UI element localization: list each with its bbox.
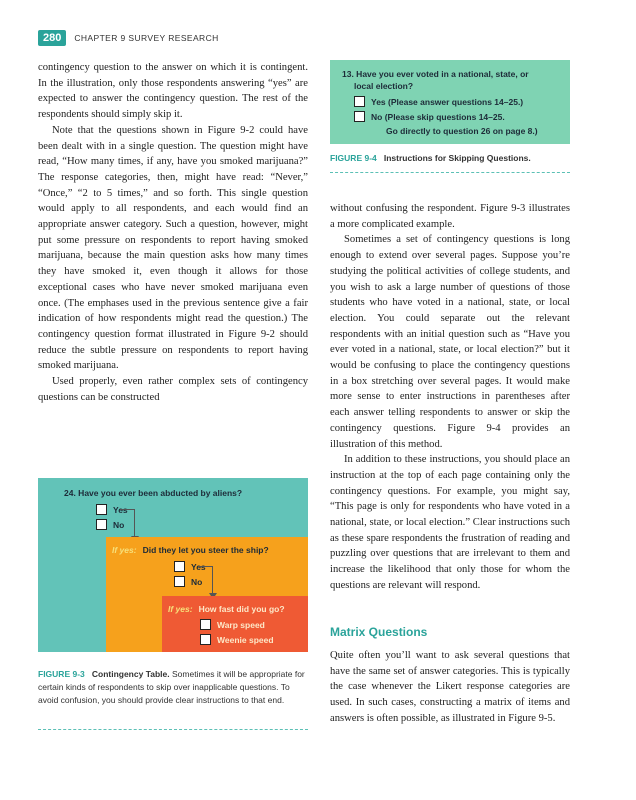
checkbox[interactable] <box>200 634 211 645</box>
checkbox[interactable] <box>354 96 365 107</box>
branch-arrow <box>198 566 213 595</box>
nested-box-level-2 <box>162 596 308 652</box>
paragraph: In addition to these instructions, you should place an instruction at the top of each page containing only the contingency questions. For example, you might say, “This page is only for respondents who have voted in a national, state, or local election.” Clear instructions such as these spare respondents the frustration of reading and puzzling over questions that are irrelevant to them and increase the likelihood that only those for whom the questions are relevant will respond. <box>330 454 570 591</box>
figure-9-3 <box>38 478 308 652</box>
paragraph: Quite often you’ll want to ask several questions that have the same set of answer categories. This is typically the case whenever the Likert response categories are used. In such cases, constructing a matrix of items and answers is often possible, as illustrated in Figure 9-5. <box>330 650 570 724</box>
paragraph: Used properly, even rather complex sets of contingency questions can be constructed <box>38 376 308 403</box>
running-header <box>38 30 219 46</box>
right-column-bottom <box>330 648 570 727</box>
option-yes[interactable]: Yes <box>96 504 128 515</box>
paragraph: contingency question to the answer on which it is contingent. In the illustration, only those respondents answering “yes” are expected to answer the contingency question. The rest of the respondents should simply skip it. <box>38 62 308 121</box>
paragraph: Note that the questions shown in Figure 9-2 could have been dealt with in a single question. The question might have read, “How many times, if any, have you smoked marijuana?” The response categories, then, might have read: “Never,” “Once,” “2 to 5 times,” and so forth. This single question would apply to all respondents, and each would find an appropriate answer category. Such a question, however, might put some pressure on respondents to report having smoked marijuana, because the main question asks how many times they have smoked it, even though it allows for those exceptional cases who have never smoked marijuana even once. (The emphases used in the previous sentence give a fair indication of how respondents might read the question.) The contingency question format illustrated in Figure 9-2 should reduce the subtle pressure on respondents to report having smoked marijuana. <box>38 124 308 372</box>
figure-9-3-caption: FIGURE 9-3 Contingency Table. Sometimes it will be appropriate for certain kinds of respondents to skip over inapplicable questions. To avoid confusion, you should provide clear instructions to that end. <box>38 669 305 705</box>
if-yes-question: If yes: How fast did you go? <box>168 604 285 614</box>
chapter-title: CHAPTER 9 SURVEY RESEARCH <box>74 33 219 43</box>
checkbox[interactable] <box>174 576 185 587</box>
option-yes[interactable]: Yes (Please answer questions 14–25.) <box>354 96 523 107</box>
branch-arrow <box>120 509 135 538</box>
paragraph: without confusing the respondent. Figure 9-3 illustrates a more complicated example. <box>330 203 570 230</box>
option-warp[interactable]: Warp speed <box>200 619 265 630</box>
figure-9-4 <box>330 60 570 144</box>
option-no[interactable]: No <box>96 519 124 530</box>
checkbox[interactable] <box>200 619 211 630</box>
divider <box>38 729 308 730</box>
right-column <box>330 201 570 594</box>
checkbox[interactable] <box>354 111 365 122</box>
left-column <box>38 60 308 405</box>
question-24: 24. Have you ever been abducted by aliens? <box>64 488 243 498</box>
checkbox[interactable] <box>174 561 185 572</box>
figure-9-4-caption: FIGURE 9-4 Instructions for Skipping Questions. <box>330 153 531 163</box>
option-no[interactable]: No (Please skip questions 14–25. <box>354 111 505 122</box>
question-13: 13. Have you ever voted in a national, state, or local election? <box>342 69 529 91</box>
option-no-instruction: Go directly to question 26 on page 8.) <box>386 126 538 136</box>
checkbox[interactable] <box>96 519 107 530</box>
checkbox[interactable] <box>96 504 107 515</box>
option-no[interactable]: No <box>174 576 202 587</box>
option-yes[interactable]: Yes <box>174 561 206 572</box>
divider <box>330 172 570 173</box>
section-heading: Matrix Questions <box>330 625 428 639</box>
page-number: 280 <box>38 30 66 46</box>
if-yes-question: If yes: Did they let you steer the ship? <box>112 545 269 555</box>
paragraph: Sometimes a set of contingency questions is long enough to extend over several pages. Suppose you’re studying the political activities of college students, and you wish to ask a large number of questions of those students who have voted in a national, state, or local election. You could separate out the relevant respondents with an initial question such as “Have you ever voted in a national, state, or local election?” but it would be confusing to place the contingency questions in a box stretching over several pages. It would make more sense to enter instructions in parentheses after each answer telling respondents to answer or skip the contingency questions. Figure 9-4 provides an illustration of this method. <box>330 234 570 450</box>
option-weenie[interactable]: Weenie speed <box>200 634 274 645</box>
